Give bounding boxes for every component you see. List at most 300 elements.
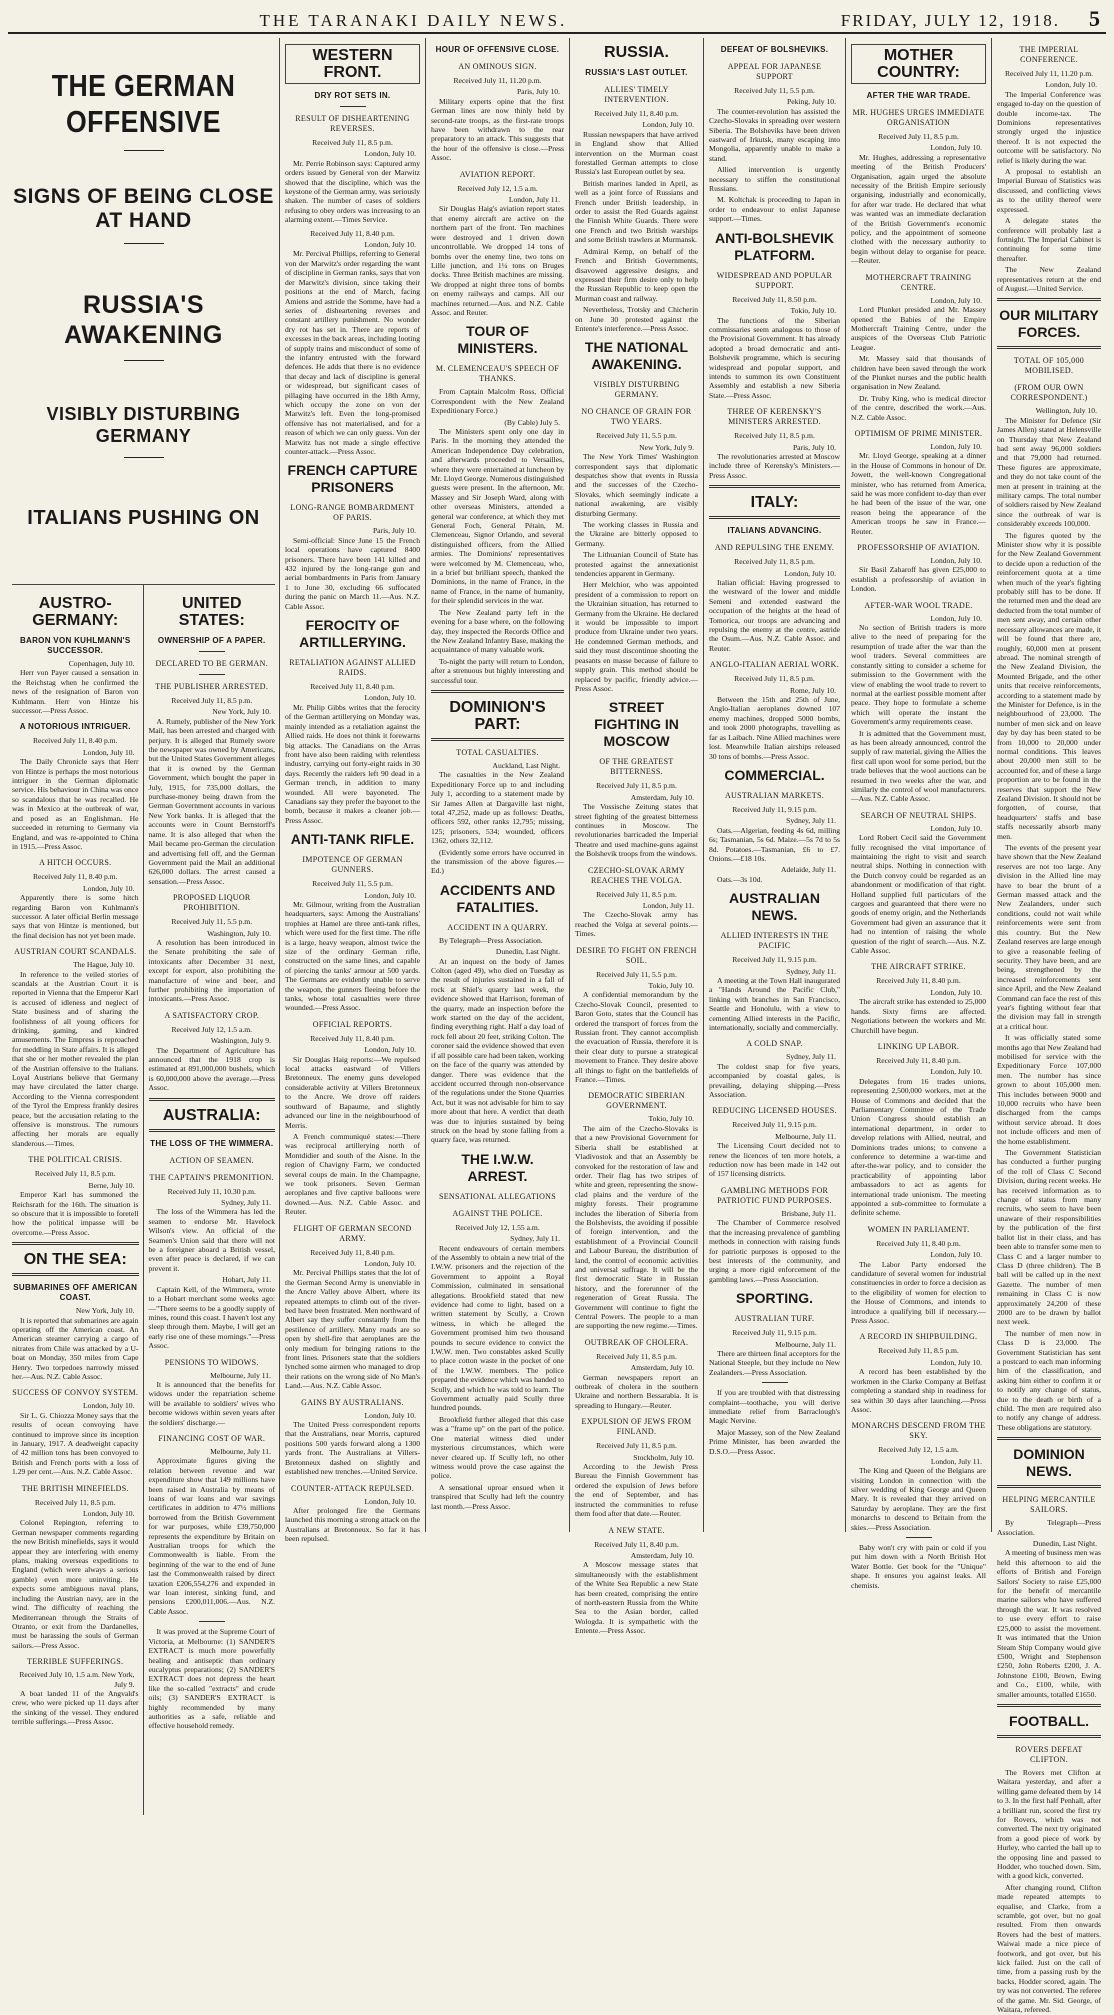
column-1	[8, 38, 280, 1731]
article-body: A sensational uproar ensued when it transpired that Scully had left the country last month.—Press Assoc.	[431, 1482, 564, 1511]
double-rule	[997, 298, 1101, 301]
section-heading: DEFEAT OF BOLSHEVIKS.	[720, 45, 829, 54]
section-heading: RUSSIA.	[604, 44, 669, 61]
double-rule	[997, 1735, 1101, 1738]
article-subheading: ALLIES' TIMELY INTERVENTION.	[604, 85, 669, 104]
article-body: The Czecho-Slovak army has reached the Volga at several points.—Times.	[575, 910, 698, 939]
dateline: Sydney, July 11.	[786, 816, 836, 826]
received-line: Received July 11, 10.30 p.m.	[167, 1186, 256, 1196]
article-heading: AFTER THE WAR TRADE.	[866, 91, 971, 100]
article-body: No section of British traders is more alive to the need of preparing for the resumption of trade after the war than the wool traders. Several committees are constantly sitting to consider a scheme for submission to the Government with the view of enabling the wool trade to revert to normal at the earliest possible moment after peace. They hope to formulate a scheme which will operate the instant the Government's army requirements cease.	[851, 623, 986, 727]
article-body: It is reported that submarines are again operating off the American coast. An American steamer carrying a cargo of nitrates from Chile was attacked by a U-boat on Monday, 350 miles from Cape Henry. Two torpedoes narrowly missed her.—Aus. N.Z. Cable Assoc.	[12, 1315, 139, 1381]
double-rule	[997, 1485, 1101, 1488]
dateline: Melbourne, July 11.	[210, 1446, 271, 1456]
article-body: The revolutionaries arrested at Moscow include three of Kerensky's Ministers.—Press Assoc.	[709, 451, 840, 480]
article-heading: SENSATIONAL ALLEGATIONS	[438, 1191, 557, 1201]
article-body: (Evidently some errors have occurred in the transmission of the above figures.—Ed.)	[431, 847, 564, 876]
divider	[124, 150, 164, 151]
divider	[124, 243, 164, 244]
article-body: Herr Melchior, who was appointed president of a commission to report on the Ukrainian situation, has returned to Germany from the Ukraine. He declared it would be impossible to import produce from Ukraine under two years. He condemned German methods, and said they must discontinue shooting the peasants en masse because of failure to supply grain. This method should be replaced by pacific, friendly advice.—Press Assoc.	[575, 580, 698, 693]
dateline: Rome, July 10.	[790, 685, 836, 695]
received-line: Received July 11, 8.40 p.m.	[32, 736, 118, 746]
section-heading: DOMINION NEWS.	[1013, 1446, 1085, 1480]
dateline: The Hague, July 10.	[73, 960, 135, 970]
article-body: Dr. Truby King, who is medical director of the centre, described the work.—Aus. N.Z. Cable Assoc.	[851, 393, 986, 422]
dateline: Melbourne, July 11.	[210, 1370, 271, 1380]
dateline: Copenhagen, July 10.	[68, 659, 135, 668]
section-heading: ANTI-BOLSHEVIK PLATFORM.	[715, 229, 834, 263]
article-subheading: AGAINST THE POLICE.	[452, 1208, 543, 1218]
dateline: London, July 10.	[930, 1067, 982, 1077]
dateline: London, July 10.	[364, 149, 416, 159]
article-body: Apparently there is some hitch regarding Baron von Kuhlmann's successor. A later official Berlin message says that von Hintze is mentioned, but the final decision has not yet been made.	[12, 893, 139, 940]
subcolumn-right	[144, 585, 276, 1815]
double-rule	[709, 516, 840, 519]
article-heading: ANGLO-ITALIAN AERIAL WORK.	[709, 660, 840, 670]
headline-main: THE GERMAN OFFENSIVE	[51, 68, 236, 139]
article-heading: PROFESSORSHIP OF AVIATION.	[857, 543, 980, 553]
article-heading: LINKING UP LABOR.	[877, 1041, 960, 1051]
article-body: The Imperial Conference was engaged to-day on the question of double income-tax. The Dominions representatives strongly urged the injustice thereof. It is not expected the outcome will be satisfactory. No relief is likely during the war.	[997, 89, 1101, 165]
issue-date: FRIDAY, JULY 12, 1918.	[840, 11, 1060, 30]
dateline: Washington, July 9.	[210, 1036, 271, 1046]
article-heading: TOUR OF MINISTERS.	[457, 323, 538, 357]
article-body: Mr. Philip Gibbs writes that the ferocity of the German artillerying on Monday was, mainly intended as a retaliation against the Allied raids. He does not think it forewarns big attacks. The Canadians on the Arras front have also been raiding with relentless industry, carrying out forty-eight raids in 30 days. Recently the raiders left 90 dead in a German trench, in addition to many wounded. All were bayoneted. The Canadians say they prefer the bayonet to the bomb, because it makes a cleaner job.—Press Assoc.	[285, 702, 420, 825]
article-body: The Chamber of Commerce resolved that the increasing prevalence of gambling methods in connection with raising funds for patriotic purposes is opposed to the best interests of the community, and urging a more rigid enforcement of the gambling laws.—Press Association.	[709, 1218, 840, 1284]
dateline: London, July 10.	[364, 1410, 416, 1420]
article-byline: By Telegraph—Press Association.	[997, 1518, 1101, 1537]
article-body: Military experts opine that the first German lines are now thinly held by second-rate troops, as the first-rate troops have been withdrawn to the rear preparatory to an attack. This suggests that the hour of the offensive is close.—Press Assoc.	[431, 96, 564, 163]
article-heading: MONARCHS DESCEND FROM THE SKY.	[851, 1421, 986, 1441]
article-body: M. Koltchak is proceeding to Japan in order to endeavour to enlist Japanese support.—Times.	[709, 195, 840, 224]
article-body: A meeting of business men was held this afternoon to aid the efforts of British and Foreign Sailors' Society to raise £25,000 for the benefit of mercantile marine sailors who have suffered through the war. It was resolved to use every effort to raise £25,000 to assist the movement. It was intimated that the Union Steam Ship Company would give £500, Wright and Stephenson £250, John Roberts £200, J. A. Johnstone £100, Brown, Ewing and Co., £100, while, with smaller amounts, totalled £1650.	[997, 1548, 1101, 1699]
article-body: Admiral Kemp, on behalf of the French and British Governments, disavowed aggressive designs, and expressed their firm desire only to help the Russian Republic to keep open the Murman coast and railway.	[575, 246, 698, 303]
article-heading: THE POLITICAL CRISIS.	[28, 1155, 123, 1165]
received-line: Received July 11, 9.15 p.m.	[732, 1120, 817, 1130]
dateline: London, July 10.	[642, 120, 694, 130]
article-heading: A NOTORIOUS INTRIGUER.	[19, 722, 131, 732]
article-heading: EXPULSION OF JEWS FROM FINLAND.	[581, 1417, 692, 1437]
article-heading: FINANCING COST OF WAR.	[158, 1433, 266, 1443]
article-subheading: THE CAPTAIN'S PREMONITION.	[149, 1172, 274, 1182]
dateline: New York, July 10.	[75, 1306, 135, 1316]
received-line: Received July 11, 9.15 p.m.	[732, 955, 817, 965]
advertisement: It was proved at the Supreme Court of Victoria, at Melbourne: (1) SANDER'S EXTRACT is much more powerfully healing and antiseptic than ordinary eucalyptus preparations; (2) SANDER'S EXTRACT does not depress the heart like the so-called "extracts" and crude oils; (3) SANDER'S EXTRACT is highly recommended by many authorities as a safe, reliable and effective household remedy.	[148, 1627, 275, 1731]
article-heading: FRENCH CAPTURE PRISONERS	[287, 462, 418, 496]
article-heading: DESIRE TO FIGHT ON FRENCH SOIL.	[576, 945, 697, 965]
article-body: The Daily Chronicle says that Herr von Hintze is perhaps the most notorious intriguer in the German diplomatic service. His behaviour in China was once so scandalous that he was recalled. He was in Mexico at the outbreak of war, and posed as an Englishman. He succeeded in returning to Germany via England, and was re-appointed to China in 1915.—Press Assoc.	[12, 757, 139, 851]
dateline: London, July 10.	[364, 1496, 416, 1506]
section-heading: ACCIDENTS AND FATALITIES.	[439, 881, 556, 915]
dateline: Wellington, July 10.	[1035, 406, 1097, 416]
divider	[199, 1621, 225, 1622]
subcolumn-left	[12, 585, 144, 1815]
article-subheading: NO CHANCE OF GRAIN FOR TWO YEARS.	[581, 407, 692, 427]
article-body: Mr. Gilmour, writing from the Australian headquarters, says: Among the Australians' trophies at Hamel are three anti-tank rifles, which were used for the first time. The rifle is a large, heavy weapon, almost twice the size of the ordinary German rifle, constructed on the same lines, and capable of piercing the tanks' armour at 500 yards. The Germans are evidently unable to serve the weapon, the gunners fleeing before the tanks, whose total casualties were three wounded.—Press Assoc.	[285, 899, 420, 1013]
article-heading: RUSSIA'S LAST OUTLET.	[585, 68, 688, 77]
article-body: Nevertheless, Trotsky and Chicherin on June 30 protested against the Entente's interference.—Press Assoc.	[575, 305, 698, 333]
article-subheading: AND REPULSING THE ENEMY.	[714, 543, 835, 553]
article-body: The counter-revolution has assisted the Czecho-Slovaks in spreading over western Siberia. The Bolsheviks have been driven eastward of Irkutsk, many escaping into Mongolia, apparently unable to make a stand.	[709, 106, 840, 163]
article-body: The functions of the Siberian commissaries seem analogous to those of the Provisional Government. It has already adopted a broad democratic and anti-Bolshevik programme, which is securing widespread and popular support, and intends to summon its own Constituent Assembly and establish a new Siberia State.—Press Assoc.	[709, 315, 840, 400]
received-line: Received July 11, 8.5 p.m.	[34, 1169, 116, 1179]
paper-title: THE TARANAKI DAILY NEWS.	[259, 11, 568, 30]
article-body: Mr. Lloyd George, speaking at a dinner in the House of Commons in honour of Dr. Jowett, the well-known Congregational minister, who has returned from America, said he was more confident to-day than ever he had been of the issue of the war, one reason being the appearance of the American troops he saw in France.—Reuter.	[851, 451, 986, 536]
received-line: Received July 11, 8.5 p.m.	[596, 781, 677, 791]
article-heading: HELPING MERCANTILE SAILORS.	[1002, 1495, 1096, 1515]
column-6	[846, 38, 992, 1590]
article-body: Herr von Payer caused a sensation in the Reichstag when he confirmed the news of the resignation of Baron von Kuhlmann. Herr von Hintze his successor.—Press Assoc.	[12, 668, 139, 716]
received-line: Received July 11, 5.5 p.m.	[171, 917, 253, 927]
dateline: Paris, July 10.	[516, 87, 560, 97]
dateline: Sydney, July 11.	[786, 966, 836, 976]
dateline: Amsterdam, July 10.	[630, 792, 694, 802]
divider	[199, 674, 225, 675]
dateline: London, July 10.	[1045, 80, 1097, 90]
received-line: Received July 11, 8.40 p.m.	[876, 1055, 961, 1065]
section-heading: DOMINION'S PART:	[449, 698, 546, 733]
article-subheading: DECLARED TO BE GERMAN.	[155, 659, 269, 668]
section-heading: MOTHER COUNTRY:	[851, 44, 986, 84]
article-body: Between the 15th and 25th of June, Anglo-Italian aeroplanes downed 107 enemy machines, dropped 5000 bombs, and took 2000 photographs, travelling as far as Laibach. Nine Allied machines were lost. Meanwhile Italian airships released 30 tons of bombs.—Press Assoc.	[709, 695, 840, 761]
article-subheading: ACTION OF SEAMEN.	[169, 1155, 254, 1165]
article-body: Sir Douglas Haig reports:—We repulsed local attacks eastward of Villers Bretonneux. The enemy guns developed considerable activity at Villers Bretonneux to the Ancre. We drove off raiders southward of Bapaume, and slightly advanced our line in the neighbourhood of Merris.	[285, 1054, 420, 1130]
section-heading: ON THE SEA:	[23, 1251, 127, 1269]
dateline: London, July 10.	[364, 240, 416, 250]
dateline: Adelaide, July 11.	[781, 865, 836, 875]
article-body: A. Rumely, publisher of the New York Mail, has been arrested and charged with perjury. It is alleged that Rumely swore the newspaper was owned by Americans, but the United States Government alleges that it is owned by the German Government, which bought the paper in July, 1915, for 735,000 dollars, the purchase-money being drawn from the German Government accounts in various New York banks. It is alleged that the accounts were in Count Bernstorff's name. It is also alleged that when the Mail became pro-German the circulation and advertising fell off, and the German Government paid the Mail an additional 626,000 dollars. The arrest caused a sensation.—Press Assoc.	[148, 716, 275, 886]
received-line: Received July 11, 8.50 p.m.	[732, 294, 817, 304]
received-line: Received July 11, 8.5 p.m.	[596, 889, 677, 899]
double-rule	[12, 1273, 139, 1276]
section-heading: SPORTING.	[735, 1290, 813, 1307]
dateline: Berne, July 10.	[88, 1180, 135, 1190]
article-byline: By Telegraph—Press Association.	[439, 935, 543, 945]
article-body: To-night the party will return to London, after a strenuous but highly interesting and successful tour.	[431, 656, 564, 685]
received-line: Received July 11, 8.40 p.m.	[310, 682, 395, 692]
section-heading: COMMERCIAL.	[724, 766, 825, 783]
section-heading: OUR MILITARY FORCES.	[999, 307, 1099, 341]
article-body: According to the Jewish Press Bureau the Finnish Government has ordered the expulsion of Jews before the end of September, and has instructed the communities to refuse them food after that date.—Reuter.	[575, 1462, 698, 1519]
article-heading: AUSTRALIAN TURF.	[734, 1314, 815, 1324]
dateline: Paris, July 10.	[372, 526, 416, 536]
received-line: Received July 11, 8.5 p.m.	[878, 1346, 959, 1356]
article-body: Sir L. G. Chiozza Money says that the results of ocean convoying have continued to improve since its inception in January, 1917. A deadweight capacity of 42 million tons has been convoyed to British and French ports with a loss of 1.29 per cent.—Aus. N.Z. Cable Assoc.	[12, 1410, 139, 1477]
article-body: A French communiqué states:—There was reciprocal artillerying north of Montdidier and south of the Aisne. In the region of Chavigny Farm, we conducted several coups de main. In the Champagne, we took prisoners. Seven German aeroplanes and five captive balloons were downed.—Aus. N.Z. Cable Assoc. and Reuter.	[285, 1131, 420, 1217]
dateline: Tokio, July 10.	[790, 306, 836, 316]
article-body: Semi-official: Since June 15 the French local operations have captured 8400 prisoners. There have been 141 killed and 432 injured by the long-range gun and aerial bombardments in Paris from January 1 to June 30, excluding 66 suffocated during the panic on March 11.—Aus. N.Z. Cable Assoc.	[285, 535, 420, 611]
received-line: Received July 11, 8.40 p.m.	[32, 872, 118, 882]
article-body: Lord Robert Cecil said the Government fully recognised the vital importance of maintaining the right to visit and search neutral ships. Nothing in connection with the Dutch convoy could be regarded as an abandonment or modification of that right. Holland supplied full particulars of the cargoes and guaranteed that there were no goods of enemy origin, and the Netherlands Government had given an assurance that it had no intention of raising the whole question of the right of search.—Aus. N.Z. Cable Assoc.	[851, 833, 986, 956]
section-heading: THE NATIONAL AWAKENING.	[584, 339, 689, 373]
article-heading: OPTIMISM OF PRIME MINISTER.	[854, 428, 983, 438]
column-1-subcolumns	[12, 584, 275, 1815]
article-heading: FEROCITY OF ARTILLERYING.	[299, 617, 406, 651]
article-body: British marines landed in April, as well as a joint force of Russians and French under British leadership, in order to assist the Red Guards against the Finnish White Guards. There were one French and two British warships and some British trawlers at Murmansk.	[575, 178, 698, 245]
article-body: The Ministers spent only one day in Paris. In the morning they attended the American Independence Day celebration, and afterwards proceeded to Versailles, where they were entertained at luncheon by Mr. Lloyd George. Numerous distinguished guests were present. In the afternoon, Mr. Massey and Sir Joseph Ward, along with other overseas Ministers, attended a general war conference, at which they met General Foch, General Pétain, M. Clemenceau, Signor Orlando, and several distinguished officers, from the Allied armies. The Dominions' representatives were welcomed by M. Clemenceau, who, in a brief but brilliant speech, thanked the Dominions, in the name of France, in the name of France, in the name of humanity, for their splendid services in the war.	[431, 426, 564, 606]
article-body: The King and Queen of the Belgians are visiting London in connection with the silver wedding of King George and Queen Mary. It is revealed that they arrived on Saturday by aeroplane. They are the first monarchs to descend to Britain from the skies.—Press Association.	[851, 1466, 986, 1532]
article-heading: AUSTRIAN COURT SCANDALS.	[14, 947, 137, 957]
article-heading: A HITCH OCCURS.	[39, 858, 112, 868]
article-subheading: RETALIATION AGAINST ALLIED RAIDS.	[289, 658, 416, 678]
section-heading: THE I.W.W. ARREST.	[461, 1150, 534, 1184]
received-line: Received July 11, 9.15 p.m.	[732, 804, 817, 814]
section-heading: WESTERN FRONT.	[285, 44, 420, 84]
article-body: A delegate states the conference will probably last a fortnight. The Imperial Cabinet is continuing for some time thereafter.	[997, 216, 1101, 263]
article-heading: A COLD SNAP.	[746, 1039, 803, 1049]
article-body: The loss of the Wimmera has led the seamen to endorse Mr. Havelock Wilson's view. An official of the Seamen's Union said that there will not be a foreigner aboard a British vessel, even after peace is declared, if we can prevent it.	[148, 1207, 275, 1273]
section-heading: AUSTRO-GERMANY:	[32, 595, 119, 629]
double-rule	[431, 690, 564, 693]
article-heading: TERRIBLE SUFFERINGS.	[27, 1657, 124, 1667]
dateline: London, July 10.	[83, 883, 135, 893]
article-heading: GAMBLING METHODS FOR PATRIOTIC FUND PURPOSES.	[717, 1185, 832, 1205]
columns	[8, 38, 1106, 2015]
article-body: Mr. Perrie Robinson says: Captured army orders issued by General von der Marwitz showed that the discipline, which was the keystone of the German army, was seriously shaken. The number of cases of soldiers refusing to obey orders was increasing to an alarming extent.—Times Service.	[285, 158, 420, 225]
divider	[340, 106, 366, 107]
advertisement: Baby won't cry with pain or cold if you put him down with a North British Hot Water Bottle. Get book for the "Unique" shape. It ensures you against leaks. All chemists.	[851, 1542, 986, 1590]
received-line: Received July 11, 9.15 p.m.	[732, 1328, 817, 1338]
article-body: After prolonged fire the Germans launched this morning a strong attack on the Australians at Bretonneux. So far it has been repulsed.	[285, 1505, 420, 1544]
article-body: Mr. Hughes, addressing a representative meeting of the British Producers' Organisation, again urged the absolute necessity of the British Empire seriously organising, industrially and economically, for after war trade. He declared that what was wanted was an immediate declaration of the British Government's economic policy, and the appointment of someone clothed with the necessary authority to begin without delay to organise for peace.—Reuter.	[851, 152, 986, 266]
received-line: Received July 11, 8.5 p.m.	[596, 1351, 677, 1361]
dateline: London, July 11.	[930, 1456, 982, 1466]
article-heading: DRY ROT SETS IN.	[314, 91, 391, 100]
article-heading: A SATISFACTORY CROP.	[164, 1010, 260, 1020]
dateline: (By Cable) July 5.	[504, 417, 560, 427]
masthead	[8, 6, 1106, 34]
article-byline: From Captain Malcolm Ross, Official Correspondent with the New Zealand Expeditionary Force.)	[431, 387, 564, 416]
article-heading: PENSIONS TO WIDOWS.	[164, 1357, 259, 1367]
received-line: Received July 11, 8.5 p.m.	[734, 557, 815, 567]
article-body: There are thirteen final acceptors for the National Steeple, but they include no New Zealanders.—Press Association.	[709, 1348, 840, 1377]
headline-3: RUSSIA'S AWAKENING	[64, 291, 223, 349]
article-heading: THREE OF KERENSKY'S MINISTERS ARRESTED.	[727, 407, 822, 427]
article-heading: WOMEN IN PARLIAMENT.	[867, 1224, 970, 1234]
article-heading: AVIATION REPORT.	[459, 169, 536, 179]
headline-2: SIGNS OF BEING CLOSE AT HAND	[13, 185, 274, 232]
received-line: Received July 11, 5.5 p.m.	[596, 969, 677, 979]
article-heading: THE LOSS OF THE WIMMERA.	[150, 1138, 274, 1148]
article-body: The aim of the Czecho-Slovaks is that a new Provisional Government for Siberia shall be established at Vladivostok and that an Assembly be convoked for the restoration of law and order. Their flag has two stripes of white and green, representing the snow-clad plains and the verdure of the mighty forests. Their programme includes the liberation of Siberia from the Bolshevists, the avoiding if possible of foreign intervention, and the establishment of a Provincial Council and Labour Bureau, the distribution of land, the control of economic activities and universal suffrage. It will be the first democratic State in Russian history, and the forerunner of the regeneration of Great Russia. The Government will continue to fight the Central Powers. The people to a man are supporting the new regime.—Times.	[575, 1123, 698, 1331]
received-line: Received July 11, 8.5 p.m.	[878, 132, 959, 141]
section-heading: STREET FIGHTING IN MOSCOW	[594, 699, 679, 750]
column-4	[570, 38, 704, 1636]
dateline: London, July 10.	[364, 890, 416, 900]
dateline: London, July 10.	[930, 987, 982, 997]
article-body: Captain Kell, of the Wimmera, wrote to a Hobart merchant some weeks ago:—"There seems to be a goodly supply of mines, round this coast. I haven't lost any sleep through them. Maybe, I will get an early rise one of these mornings."—Press Assoc.	[148, 1284, 275, 1351]
double-rule	[997, 1437, 1101, 1440]
article-body: A boat landed 11 of the Angvald's crew, who were picked up 11 days after the sinking of the vessel. They endured terrible sufferings.—Press Assoc.	[12, 1688, 139, 1727]
article-heading: OWNERSHIP OF A PAPER.	[157, 636, 266, 645]
double-rule	[997, 1704, 1101, 1707]
article-body: The Minister for Defence (Sir James Allen) stated at Helensville on Thursday that New Zealand had sent away 96,000 soldiers and that 79,000 had returned. These figures are approximate, and they do not take count of the men at present in training at the military camps. The total number of soldiers raised by New Zealand since the outbreak of war is considerably exceeds 100,000.	[997, 415, 1101, 529]
article-heading: COUNTER-ATTACK REPULSED.	[290, 1483, 414, 1493]
received-line: Received July 11, 8.40 p.m.	[310, 228, 395, 238]
article-body: The Lithuanian Council of State has protested against the annexationist tendencies apparent in Germany.	[575, 550, 698, 579]
article-heading: OUTBREAK OF CHOLERA.	[584, 1337, 689, 1347]
received-line: Received July 12, 1.5 a.m.	[171, 1024, 253, 1034]
article-body: After changing round, Clifton made repeated attempts to equalise, and Clarke, from a scramble, got over, but no goal resulted. From then onwards Rovers had the best of matters. Waiwai made a nice piece of footwork, and got over, but his kick failed. Just on the call of time, from a passing rush by the backs, Hodder scored, again. The try was not converted. The referee of the game. Mr. Sid. George, of Waitara, refereed.	[997, 1882, 1102, 2015]
article-subheading: M. CLEMENCEAU'S SPEECH OF THANKS.	[435, 364, 560, 384]
received-line: Received July 11, 11.20 p.m.	[1004, 69, 1094, 78]
received-line: Received July 11, 8.5 p.m.	[171, 696, 253, 705]
received-line: Received July 11, 5.5 p.m.	[734, 86, 815, 95]
dateline: London, July 10.	[930, 613, 982, 623]
article-heading: ACCIDENT IN A QUARRY.	[447, 922, 548, 932]
article-heading: OFFICIAL REPORTS.	[312, 1019, 393, 1029]
article-body: The coldest snap for five years, accompanied by coastal gales, is prevailing, delaying shipping.—Press Association.	[709, 1061, 840, 1100]
article-heading: THE IMPERIAL CONFERENCE.	[1019, 45, 1079, 64]
article-heading: THE BRITISH MINEFIELDS.	[21, 1483, 129, 1493]
article-body: Brookfield further alleged that this case was a "frame up" on the part of the police. One material witness died under mysterious circumstances, which were never cleared up. If Scully left, no other witness would prove the case against the police.	[431, 1414, 564, 1481]
dateline: Amsterdam, July 10.	[630, 1363, 694, 1373]
article-body: The working classes in Russia and the Ukraine are bitterly opposed to Germany.	[575, 520, 698, 548]
dateline: Melbourne, July 11.	[775, 1339, 836, 1349]
dateline: London, July 10.	[930, 556, 982, 566]
article-body: Emperor Karl has summoned the Reichsrath for the 16th. The situation is so obscure that it is impossible to foretell how the political impasse will be overcome.—Press Assoc.	[12, 1190, 139, 1237]
article-body: The Vossische Zeitung states that street fighting of the greatest bitterness continues in Moscow. The revolutionaries barricaded the Imperial Theatre and used machine-guns against the Bolshevik troops from the windows.	[575, 802, 698, 859]
article-body: A Moscow message states that simultaneously with the establishment of the White Sea Republic a new State has been created, comprising the entire of north-eastern Russia from the White Sea to the Asian border, called Wologda. It is sympathetic with the Entente.—Press Assoc.	[575, 1560, 698, 1636]
received-line: Received July 12, 1.5 a.m.	[878, 1445, 959, 1455]
article-body: A proposal to establish an Imperial Bureau of Statistics was discussed, and conflicting views as to the utility thereof were expressed.	[997, 167, 1101, 214]
dateline: Dunedin, Last Night.	[495, 947, 560, 957]
article-body: Russian newspapers that have arrived in England show that Allied intervention on the Murman coast forestalled German attempts to close Russia's last European outlet by sea.	[575, 129, 698, 177]
section-heading: AUSTRALIA:	[162, 1106, 261, 1124]
double-rule	[709, 485, 840, 488]
received-line: Received July 11, 5.5 p.m.	[596, 431, 677, 441]
article-heading: OF THE GREATEST BITTERNESS.	[599, 757, 674, 777]
market-prices: Oats.—3s 10d.	[717, 874, 763, 884]
section-heading: AUSTRALIAN NEWS.	[729, 890, 820, 924]
page-number: 5	[1089, 6, 1100, 31]
received-line: Received July 11, 8.5 p.m.	[734, 674, 815, 684]
article-heading: PROPOSED LIQUOR PROHIBITION.	[172, 893, 251, 913]
article-heading: THE AIRCRAFT STRIKE.	[871, 962, 966, 972]
article-heading: AN OMINOUS SIGN.	[458, 62, 537, 71]
received-line: Received July 11, 5.5 p.m.	[312, 879, 393, 889]
article-heading: SEARCH OF NEUTRAL SHIPS.	[860, 810, 977, 820]
received-line: Received July 11, 11.20 p.m.	[453, 76, 542, 85]
article-body: Italian official: Having progressed to the westward of the lower and middle Semeni and extended eastward the occupation of the heights at the head of Tomorica, our troops are advancing and repulsing the enemy at the centre, astride the Osum.—Aus. N.Z. Cable Assoc. and Reuter.	[709, 578, 840, 653]
article-heading: MOTHERCRAFT TRAINING CENTRE.	[865, 272, 972, 292]
article-subheading: LONG-RANGE BOMBARDMENT OF PARIS.	[290, 503, 415, 523]
article-body: The number of men now in Class D is 23,000. The Government Statistician has sent a postcard to each man informing him of the classification, and asking him either to confirm it or to notify any change of status, due to the death or birth of a child. The men are required also to notify any change of address. These obligations are statutory.	[997, 1328, 1101, 1432]
article-subheading: RESULT OF DISHEARTENING REVERSES.	[295, 114, 410, 133]
article-subheading: IMPOTENCE OF GERMAN GUNNERS.	[302, 855, 403, 875]
article-body: German newspapers report an outbreak of cholera in the southern Ukraine and northern Bessarabia. It is spreading to Hungary.—Reuter.	[575, 1372, 698, 1410]
article-heading: TOTAL OF 105,000 MOBILISED.	[1013, 356, 1085, 376]
dateline: London, July 10.	[930, 295, 982, 305]
column-7	[992, 38, 1106, 2015]
column-3	[426, 38, 570, 1532]
article-body: The casualties in the New Zealand Expeditionary Force up to and including July 1, according to a statement made by Sir James Allen at Dargaville last night, total 47,252, made up as follows: Deaths, officers 592, other ranks 12,795; missing, 125; prisoners, 534; wounded, officers 1362, others 32,112.	[431, 770, 564, 846]
article-body: It was officially stated some months ago that New Zealand had mobilised for service with the Expeditionary Force 107,000 men. The number has since grown to about 105,000 men. This includes between 9000 and 10,000 recruits who have been discharged from the camps without service abroad. It does not include officers and men of the home establishment.	[997, 1033, 1101, 1146]
received-line: Received July 11, 8.40 p.m.	[310, 1033, 395, 1043]
received-line: Received July 11, 8.40 p.m.	[594, 1539, 679, 1549]
dateline: London, July 10.	[83, 1509, 135, 1519]
article-heading: WIDESPREAD AND POPULAR SUPPORT.	[716, 270, 833, 290]
dateline: London, July 10.	[364, 1045, 416, 1055]
dateline: London, July 10.	[930, 1357, 982, 1367]
section-heading: FOOTBALL.	[1008, 1712, 1090, 1729]
section-heading: HOUR OF OFFENSIVE CLOSE.	[435, 45, 560, 54]
headline-4: VISIBLY DISTURBING GERMANY	[46, 404, 241, 446]
dateline: New York, July 9.	[639, 442, 694, 452]
article-body: The Licensing Court decided not to renew the licences of ten more hotels, a reduction now has been made in 142 out of 157 licensing districts.	[709, 1141, 840, 1179]
article-body: The aircraft strike has extended to 25,000 hands. Sixty firms are affected. Negotiations between the workers and Mr. Churchill have begun.	[851, 997, 986, 1035]
article-heading: VISIBLY DISTURBING GERMANY.	[593, 380, 680, 400]
dateline: Washington, July 10.	[207, 928, 271, 938]
received-line: Received July 12, 1.55 a.m.	[455, 1222, 540, 1232]
received-line: Received July 11, 8.40 p.m.	[876, 1238, 961, 1248]
article-body: Recent endeavours of certain members of the Assembly to obtain a new trial of the I.W.W. prisoners and the rejection of the Government to appoint a Royal Commission, culminated in sensational allegations. Brookfield stated that new evidence had come to light, based on a written statement by Scully, a Crown witness, in which he alleged the Government promised him two thousand pounds to secure evidence to convict the I.W.W. men. Two constables asked Scully to place cotton waste in the pocket of one of the I.W.W. members. The police prepared the evidence which was handed to Scully, and which he was told to learn. The Government actually paid Scully three hundred pounds.	[431, 1243, 564, 1413]
dateline: Stockholm, July 10.	[633, 1452, 694, 1462]
article-body: The figures quoted by the Minister show why it is possible for the New Zealand Government to decide upon a reduction of the reinforcement quota at a time when much of the year's fighting probably still has to be done. If the returned men and the dead are deducted from the total number of men sent away, and certain other necessary allowances are made, it will be found that there are, roughly, 60,000 men at present abroad. The nominal strength of the New Zealand Division, the Mounted Brigade, and the other units that receive reinforcements, according to a statement made by the Minister for Defence, is in the neighbourhood of 23,000. The number of men sick and on leave day by day has been stated to be from 10,000 to 20,000 under normal conditions. This leaves about 20,000 men still to be accounted for, and of these a large proportion are to be found in the reserves that support the New Zealand Division. It should not be forgotten, of course, that headquarters' staffs and base staffs necessarily absorb many men.	[997, 530, 1101, 841]
dateline: London, July 11.	[508, 195, 560, 205]
dateline: London, July 10.	[930, 1250, 982, 1260]
dateline: Amsterdam, July 10.	[630, 1550, 694, 1560]
dateline: London, July 11.	[642, 900, 694, 910]
article-body: A confidential memorandum by the Czecho-Slovak Council, presented to Baron Goto, states that the Council has ordered the transport of forces from the Russian front. They cannot accomplish the evacuation of Russia, therefore it is their clear duty to pursue a strategical movement to France. They desire above all things to fight on the battlefields of France.—Times.	[575, 990, 698, 1085]
column-5	[704, 38, 846, 1532]
article-body: The events of the present year have shown that the New Zealand reserves are not too large. Any division in the Allied line may have to bear the brunt of a German massed attack and the New Zealanders, under such conditions, could not wait while reinforcements were sent from this country. But the New Zealand reserves are large enough to give a reasonable feeling of security. They have been, and are being, strengthened by the increased reinforcements sent since April, and the New Zealand Command can face the rest of this year's fighting without fear that the division may fall in strength at a critical hour.	[997, 843, 1101, 1031]
divider	[906, 1537, 932, 1538]
article-body: Mr. Percival Phillips states that the lot of the German Second Army is unenviable in the Ancre Valley above Albert, where its repeated attempts to climb out of the river-bed have been frustrated. Men northward of Albert say they suffer constantly from the pestilence of artillery. Many roads are so open by shell-fire that aeroplanes are the only medium for bringing rations to the front lines. Prisoners state that the soldiers lynched some airmen who managed to drop their rations on the wrong side of No Man's Land.—Aus. N.Z. Cable Assoc.	[285, 1268, 420, 1391]
received-line: Received July 11, 8.40 p.m.	[310, 1247, 395, 1257]
article-heading: TOTAL CASUALTIES.	[456, 747, 539, 757]
dateline: Paris, July 10.	[792, 442, 836, 452]
received-line: Received July 11, 8.40 p.m.	[594, 109, 679, 118]
market-prices: Oats.—Algerian, feeding 4s 6d, milling 6s; Tasmanian, 5s 6d. Maize.—5s 7d to 5s 8d. Potatoes.—Tasmanian, £6 to £7. Onions.—£18 10s.	[709, 825, 840, 863]
dateline: London, July 10.	[784, 568, 836, 578]
received-line: Received July 11, 8.40 p.m.	[876, 976, 961, 986]
article-body: Colonel Repington, referring to German newspaper comments regarding the new British minefields, says it would appear they are interfering with enemy plans, making overseas expeditions to England (which were always a serious gamble) even more uninviting. He expects some ambiguous naval plans, including the Austrian navy, are in the wind. The difficulty of reaching the Mediterranean through the Straits of Otranto, or exit from the Dardanelles, must be harassing the souls of German sailors.—Press Assoc.	[12, 1518, 139, 1650]
article-heading: A RECORD IN SHIPBUILDING.	[859, 1332, 978, 1342]
article-body: It is announced that the benefits for widows under the repatriation scheme will be available to soldiers' wives who become widows within seven years after the soldiers' discharge.—	[148, 1379, 275, 1427]
dateline: Sydney, July 11.	[510, 1234, 560, 1244]
dateline: Peking, July 10.	[787, 97, 836, 107]
article-heading: ROVERS DEFEAT CLIFTON.	[1015, 1744, 1083, 1764]
article-body: Mr. Massey said that thousands of children have been saved through the work of the Plunket nurses and the public health organisation in New Zealand.	[851, 354, 986, 392]
dateline: London, July 10.	[930, 143, 982, 153]
article-heading: ITALIANS ADVANCING.	[727, 526, 822, 536]
dateline: Dunedin, Last Night.	[1032, 1539, 1097, 1549]
received-line: Received July 11, 8.5 p.m.	[734, 431, 815, 441]
received-line: Received July 11, 8.5 p.m.	[34, 1497, 116, 1507]
dateline: London, July 10.	[930, 441, 982, 451]
article-body: The United Press correspondent reports that the Australians, near Morris, captured positions 500 yards forward along a 1300 yards front. The Australians at Villers-Bretonneux dashed on slightly and established new trenches.—United Service.	[285, 1420, 420, 1477]
article-body: A resolution has been introduced in the Senate prohibiting the sale of intoxicants after December 31 next, except for export, also prohibiting the manufacture of wine and beer, and further prohibiting the importation of intoxicants.—Press Assoc.	[148, 937, 275, 1004]
dateline: Brisbane, July 11.	[781, 1208, 836, 1218]
double-rule	[997, 346, 1101, 349]
article-body: The Rovers met Clifton at Waitara yesterday, and after a willing game defeated them by 14 to 3. In the first half Penhall, after a brilliant run, scored the first try for Rovers, which was not converted. The next try originated from a good piece of work by Hurley, who carried the ball up to the opposing line and passed to Hodder, who touched down. Sim, with a good kick, converted.	[997, 1767, 1101, 1881]
dateline: Tokio, July 10.	[648, 1114, 694, 1124]
section-heading: ITALY:	[750, 494, 799, 512]
article-subheading: MR. HUGHES URGES IMMEDIATE ORGANISATION	[852, 108, 985, 127]
article-body: The Government Statistician has conducted a further purging of the roll of Class C Second Division, during recent weeks. He has received information as to change of status from many recruits, who seem to have been unaware of their responsibilities by the publication of the first ballot list in their class, and has been able to transfer some men to Class C and a larger number to Class D (three children). The B ball will be called up in the next Gazette. The number of men remaining in Class C is now approximately 24,200 of these 2000 are to be drawn by ballot next week.	[997, 1148, 1101, 1327]
divider	[124, 360, 164, 361]
article-heading: A NEW STATE.	[608, 1525, 665, 1535]
article-subheading: (FROM OUR OWN CORRESPONDENT.)	[1010, 383, 1088, 403]
article-body: The New Zealand representatives return at the end of August.—United Service.	[997, 265, 1101, 293]
article-heading: AUSTRALIAN MARKETS.	[724, 790, 825, 800]
received-line: Received July 12, 1.5 a.m.	[457, 183, 538, 193]
dateline: London, July 10.	[83, 747, 135, 757]
dateline: London, July 10.	[83, 1401, 135, 1411]
article-body: The Labor Party endorsed the candidature of several women for industrial constituencies in order to force a decision as to the eligibility of women for election to the House of Commons, and intends to introduce a qualifying bill if necessary.—Press Assoc.	[851, 1259, 986, 1326]
double-rule	[12, 1242, 139, 1245]
